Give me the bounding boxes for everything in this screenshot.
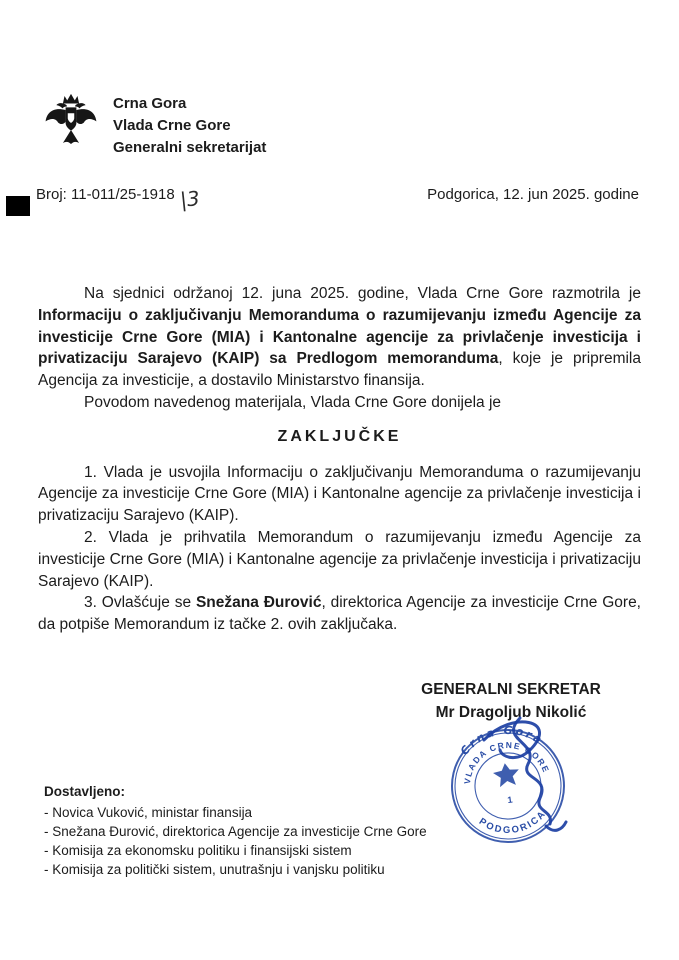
stamp-inner-text: VLADA CRNE GORE xyxy=(461,739,552,785)
org-secretariat: Generalni sekretarijat xyxy=(113,139,267,156)
paragraph-lead-in: Povodom navedenog materijala, Vlada Crne Gore donijela je xyxy=(84,393,502,411)
distribution-item: - Komisija za politički sistem, unutrašnju i vanjsku politiku xyxy=(44,862,385,877)
document-number-label: Broj: 11-011/25-1918 xyxy=(36,186,175,203)
coat-of-arms-logo xyxy=(44,90,98,161)
stamp-bottom-text: PODGORICA xyxy=(476,808,549,837)
distribution-item: - Novica Vuković, ministar finansija xyxy=(44,805,253,820)
org-country: Crna Gora xyxy=(113,95,187,112)
item3-text-start: 3. Ovlašćuje se xyxy=(84,594,196,612)
stamp-outer-text: Crna Gora xyxy=(457,723,547,758)
intro-text-bold-subject: Informaciju o zaključivanju Memoranduma o razumijevanju između Agencije za investicije Crne Gore (MIA) i Kantonalne agencije za privlačenje investicija i privatizaciju Sarajevo (KAIP) sa Predlogom memoranduma xyxy=(38,306,641,368)
intro-text-end: , koje je pripremila Agencija za investicije, a dostavilo Ministarstvo finansija. xyxy=(38,350,641,390)
conclusion-item-2: 2. Vlada je prihvatila Memorandum o razumijevanju između Agencije za investicije Crne Gore (MIA) i Kantonalne agencije za privlačenje investicija i privatizaciju Sarajevo (KAIP). xyxy=(38,528,641,590)
distribution-label: Dostavljeno: xyxy=(44,784,126,799)
stamp-eagle-icon xyxy=(492,761,521,787)
letterhead xyxy=(44,90,266,161)
signatory-title: GENERALNI SEKRETAR xyxy=(421,681,601,698)
org-government: Vlada Crne Gore xyxy=(113,117,231,134)
conclusion-item-3 xyxy=(38,592,641,636)
scan-artifact-mark xyxy=(6,196,30,216)
intro-text-start: Na sjednici održanoj 12. juna 2025. godine, Vlada Crne Gore razmotrila je xyxy=(84,285,641,302)
paragraph-introduction xyxy=(38,283,641,392)
distribution-list xyxy=(44,782,427,879)
distribution-item: - Komisija za ekonomsku politiku i finansijski sistem xyxy=(44,843,352,858)
place-and-date: Podgorica, 12. jun 2025. godine xyxy=(427,186,639,203)
signatory-name: Mr Dragoljub Nikolić xyxy=(435,704,587,721)
document-number xyxy=(36,186,199,210)
document-body xyxy=(38,283,641,636)
distribution-item: - Snežana Đurović, direktorica Agencije za investicije Crne Gore xyxy=(44,824,427,839)
item3-name-bold: Snežana Đurović xyxy=(195,594,322,612)
conclusions-heading: ZAKLJUČKE xyxy=(277,427,402,445)
item3-text-end: , direktorica Agencije za investicije Crne Gore, da potpiše Memorandum iz tačke 2. ovih zaključaka. xyxy=(38,594,641,634)
meta-row xyxy=(36,186,639,210)
conclusion-item-1: 1. Vlada je usvojila Informaciju o zaključivanju Memoranduma o razumijevanju Agencije za investicije Crne Gore (MIA) i Kantonalne agencije za privlačenje investicija i privatizaciju Sarajevo (KAIP). xyxy=(38,463,641,525)
handwritten-number: |3 xyxy=(178,186,201,212)
stamp-and-signature-area xyxy=(428,706,588,866)
stamp-number: 1 xyxy=(506,794,514,806)
